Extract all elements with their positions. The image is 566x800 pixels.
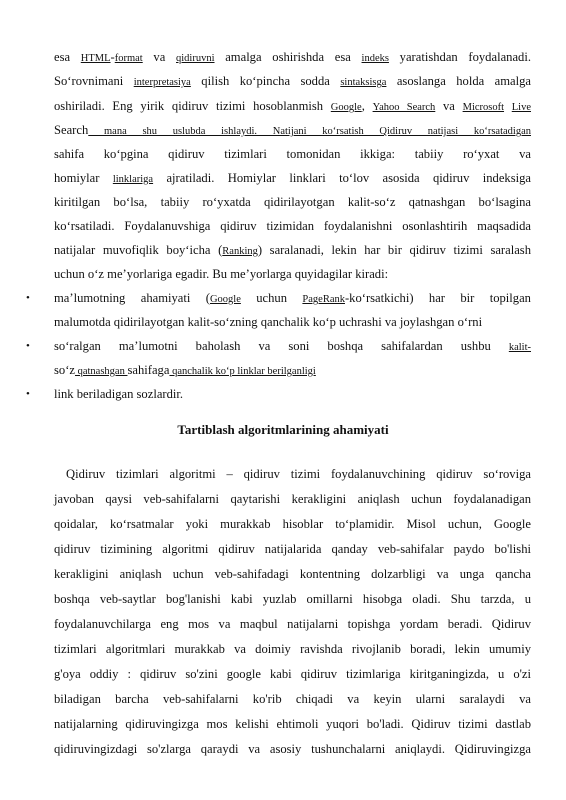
list-item-line [54, 362, 531, 380]
text-run: natijalar muvofiqlik boy‘icha ( [54, 243, 223, 257]
paragraph-line: qidiruv tizimining algoritmi qidiruv natijalarida qanday veb-sahifalar paydo bo'lishi [54, 542, 531, 556]
list-item-line [54, 338, 531, 356]
paragraph-line [54, 170, 531, 188]
text-run: - [110, 50, 115, 64]
list-item-line [54, 314, 531, 330]
paragraph-line: kerakligini aniqlash uchun veb-sahifadagi kontentning dolzarbligi va unga qancha [54, 567, 531, 581]
bullet-marker: • [26, 340, 30, 352]
link-term[interactable]: Google [330, 102, 362, 113]
link-term[interactable]: sintaksisga [340, 77, 387, 88]
paragraph-line: boshqa veb-saytlar bog'lanishi kabi yuzlab omillarni hisobga oladi. Shu tarzda, u [54, 592, 531, 606]
paragraph-line: foydalanuvchilarga eng mos va maqbul natijalarni topishga yordam beradi. Qidiruv [54, 617, 531, 631]
paragraph-line [54, 266, 531, 282]
link-term[interactable]: HTML [80, 53, 111, 64]
paragraph-line: qidiruvingizdagi so'zlarga qaraydi va asosiy tushunchalarni aniqlaydi. Qidiruvingizga [54, 742, 531, 756]
text-run: so‘ralgan ma’lumotni baholash va soni boshqa sahifalardan ushbu [54, 339, 509, 353]
link-term[interactable]: Ranking [222, 246, 258, 257]
text-run: kiritilgan bo‘lsa, tabiiy ro‘yxatda qidirilayotgan kalit-so‘z qatnashgan bo‘lsagina [54, 195, 531, 209]
link-term[interactable]: Yahoo Search [372, 102, 436, 113]
paragraph-line [54, 98, 531, 116]
link-term[interactable]: qidiruvni [176, 53, 215, 64]
text-run: -ko‘rsatkichi) har bir topilgan [344, 291, 531, 305]
paragraph-line [54, 73, 531, 91]
paragraph-line [54, 194, 531, 210]
paragraph-line: javoban qaysi veb-sahifalarni qaytarishi kerakligini aniqlash uchun foydalanadigan [54, 492, 531, 506]
link-term[interactable]: linklariga [112, 174, 154, 185]
paragraph-line: tizimlari algoritmlari murakkab va doimiy ravishda rivojlanib boradi, lekin umumiy [54, 642, 531, 656]
link-term[interactable]: Microsoft [462, 102, 505, 113]
text-run: Search [54, 123, 89, 137]
paragraph-line [54, 146, 531, 162]
link-term[interactable]: qanchalik ko‘p linklar berilganligi [169, 366, 316, 377]
paragraph-line [54, 242, 531, 260]
bullet-marker: • [26, 292, 30, 304]
paragraph-line: Qidiruv tizimlari algoritmi – qidiruv tizimi foydalanuvchining qidiruv so‘roviga [66, 467, 531, 481]
paragraph-line: g'oya oddiy : qidiruv so'zini google kabi qidiruv tizimlariga kiritganingizda, u o'zi [54, 667, 531, 681]
text-run: oshiriladi. Eng yirik qidiruv tizimi hosoblanmish [54, 99, 331, 113]
bullet-marker: • [26, 388, 30, 400]
list-item-line [54, 386, 531, 402]
text-run: sahifa ko‘pgina qidiruv tizimlari tomonidan ikkiga: tabiiy ro‘yxat va [54, 147, 531, 161]
link-term[interactable]: kalit- [508, 342, 531, 353]
text-run: uchun o‘z me’yorlariga egadir. Bu me’yorlarga quyidagilar kiradi: [54, 267, 389, 281]
paragraph-line [54, 49, 531, 67]
text-run: ) saralanadi, lekin har bir qidiruv tizimi saralash [257, 243, 532, 257]
text-run: esa [54, 50, 81, 64]
paragraph-line: qoidalar, ko‘rsatmalar yoki murakkab hisoblar to‘plamidir. Misol uchun, Google [54, 517, 531, 531]
paragraph-line: natijalarning qidiruvingizga mos kelishi ehtimoli yuqori bo'ladi. Qidiruv tizimi dastlab [54, 717, 531, 731]
text-run: sahifaga [127, 363, 170, 377]
link-term[interactable]: Google [209, 294, 241, 305]
text-run: so‘z [54, 363, 75, 377]
text-run: uchun [240, 291, 303, 305]
paragraph-line [54, 218, 531, 234]
text-run: qilish ko‘pincha sodda [190, 74, 341, 88]
text-run: va [142, 50, 177, 64]
link-term[interactable]: format [114, 53, 143, 64]
text-run: ma’lumotning ahamiyati ( [54, 291, 210, 305]
text-run: malumotda qidirilayotgan kalit-so‘zning qanchalik ko‘p uchrashi va joylashgan o‘rni [54, 315, 483, 329]
link-term[interactable]: PageRank [302, 294, 345, 305]
list-item-line [54, 290, 531, 308]
link-term[interactable]: Live [511, 102, 531, 113]
text-run: So‘rovnimani [54, 74, 134, 88]
link-term[interactable]: qatnashgan [74, 366, 128, 377]
link-term[interactable]: interpretasiya [133, 77, 191, 88]
text-run: homiylar [54, 171, 113, 185]
text-run: va [435, 99, 463, 113]
text-run: yaratishdan foydalanadi. [388, 50, 531, 64]
link-term[interactable]: indeks [361, 53, 389, 64]
text-run: , [361, 99, 373, 113]
text-run: ajratiladi. Homiylar linklari to‘lov asosida qidiruv indeksiga [153, 171, 531, 185]
section-heading: Tartiblash algoritmlarining ahamiyati [177, 422, 389, 437]
text-run: amalga oshirishda esa [214, 50, 362, 64]
text-run [504, 99, 512, 113]
paragraph-line [54, 122, 531, 140]
link-term[interactable]: mana shu uslubda ishlaydi. Natijani ko‘rsatish Qidiruv natijasi ko‘rsatadigan [88, 126, 531, 137]
text-run: ko‘rsatiladi. Foydalanuvshiga qidiruv tizimidan foydalanishni osonlashtirih maqsadida [54, 219, 531, 233]
text-run: link beriladigan sozlardir. [54, 387, 184, 401]
paragraph-line: biladigan barcha veb-sahifalarni ko'rib chiqadi va keyin ularni saralaydi va [54, 692, 531, 706]
text-run: asoslanga holda amalga [386, 74, 532, 88]
